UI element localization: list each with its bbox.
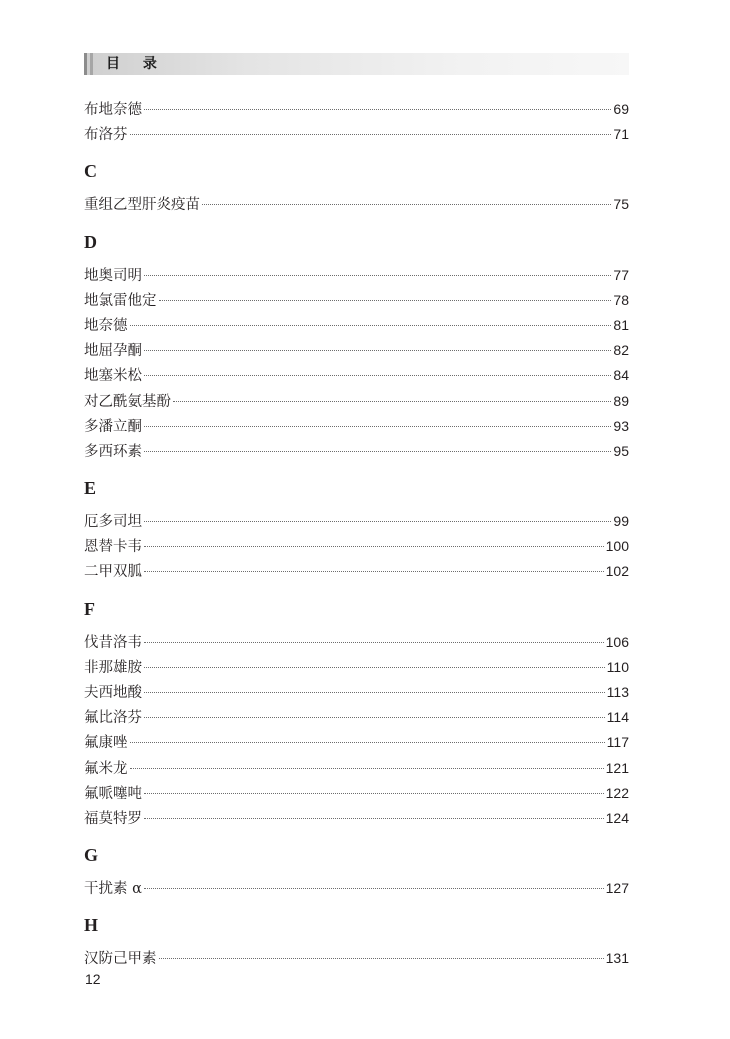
toc-entry[interactable] xyxy=(84,630,629,655)
toc-header xyxy=(84,53,629,75)
section-letter-e: E xyxy=(84,478,97,499)
entry-page-number: 81 xyxy=(613,316,629,333)
entry-page-number: 75 xyxy=(613,196,629,213)
toc-entry[interactable] xyxy=(84,288,629,313)
entry-name: 多西环素 xyxy=(84,443,142,460)
dot-leader xyxy=(144,642,604,643)
toc-entry[interactable] xyxy=(84,363,629,388)
dot-leader xyxy=(144,375,611,376)
entry-page-number: 131 xyxy=(605,950,629,967)
dot-leader xyxy=(159,958,604,959)
entry-page-number: 124 xyxy=(605,809,629,826)
toc-entry[interactable] xyxy=(84,655,629,680)
dot-leader xyxy=(130,768,604,769)
entry-name: 伐昔洛韦 xyxy=(84,634,142,651)
entry-page-number: 82 xyxy=(613,342,629,359)
section-letter-g: G xyxy=(84,845,99,866)
dot-leader xyxy=(144,571,604,572)
dot-leader xyxy=(144,109,611,110)
dot-leader xyxy=(144,451,611,452)
header-bar-mark xyxy=(90,53,93,75)
toc-entry[interactable] xyxy=(84,439,629,464)
dot-leader xyxy=(144,521,611,522)
entry-name: 恩替卡韦 xyxy=(84,539,142,556)
entry-name: 厄多司坦 xyxy=(84,514,142,531)
entry-page-number: 71 xyxy=(613,126,629,143)
toc-entry[interactable] xyxy=(84,730,629,755)
entry-page-number: 89 xyxy=(613,392,629,409)
entry-name: 地奈德 xyxy=(84,317,128,334)
entry-page-number: 102 xyxy=(605,563,629,580)
dot-leader xyxy=(144,793,604,794)
dot-leader xyxy=(130,325,612,326)
entry-page-number: 114 xyxy=(606,709,629,726)
dot-leader xyxy=(202,204,611,205)
entry-name: 重组乙型肝炎疫苗 xyxy=(84,197,200,214)
entry-name: 氟哌噻吨 xyxy=(84,785,142,802)
toc-entry[interactable] xyxy=(84,756,629,781)
dot-leader xyxy=(159,300,612,301)
entry-name: 地屈孕酮 xyxy=(84,343,142,360)
entry-page-number: 69 xyxy=(613,101,629,117)
section-letter-h: H xyxy=(84,915,99,936)
dot-leader xyxy=(144,275,611,276)
dot-leader xyxy=(173,401,611,402)
entry-name: 地奥司明 xyxy=(84,267,142,284)
entry-name: 非那雄胺 xyxy=(84,659,142,676)
entry-name: 干扰素 α xyxy=(84,881,142,898)
entry-page-number: 77 xyxy=(613,266,629,283)
entry-name: 福莫特罗 xyxy=(84,810,142,827)
toc-entry[interactable] xyxy=(84,122,629,147)
entry-page-number: 121 xyxy=(605,759,629,776)
toc-entry[interactable] xyxy=(84,263,629,288)
toc-entry[interactable] xyxy=(84,97,629,122)
entry-name: 对乙酰氨基酚 xyxy=(84,393,171,410)
toc-entry[interactable] xyxy=(84,192,629,217)
dot-leader xyxy=(144,350,611,351)
entry-name: 多潘立酮 xyxy=(84,418,142,435)
toc-entry[interactable] xyxy=(84,781,629,806)
toc-entry[interactable] xyxy=(84,509,629,534)
entry-name: 地氯雷他定 xyxy=(84,292,157,309)
entry-name: 氟米龙 xyxy=(84,760,128,777)
dot-leader xyxy=(144,818,604,819)
dot-leader xyxy=(130,742,605,743)
entry-page-number: 95 xyxy=(613,442,629,459)
header-bar-mark xyxy=(84,53,87,75)
entry-page-number: 84 xyxy=(613,367,629,384)
entry-page-number: 117 xyxy=(606,734,629,751)
entry-page-number: 122 xyxy=(605,784,629,801)
entry-page-number: 100 xyxy=(605,538,629,555)
toc-entry[interactable] xyxy=(84,946,629,971)
entry-page-number: 78 xyxy=(613,291,629,308)
toc-entry[interactable] xyxy=(84,338,629,363)
toc-entry[interactable] xyxy=(84,389,629,414)
toc-entry[interactable] xyxy=(84,313,629,338)
section-letter-d: D xyxy=(84,231,97,252)
entry-page-number: 113 xyxy=(606,684,629,700)
toc-entry[interactable] xyxy=(84,680,629,705)
page-number: 12 xyxy=(85,971,101,987)
entry-name: 地塞米松 xyxy=(84,368,142,385)
entry-name: 二甲双胍 xyxy=(84,564,142,581)
entry-name: 夫西地酸 xyxy=(84,685,142,701)
entry-name: 氟康唑 xyxy=(84,735,128,752)
dot-leader xyxy=(130,134,612,135)
toc-entry[interactable] xyxy=(84,806,629,831)
entry-page-number: 127 xyxy=(605,880,629,897)
table-of-contents xyxy=(84,97,629,972)
toc-entry[interactable] xyxy=(84,414,629,439)
dot-leader xyxy=(144,692,605,693)
entry-page-number: 93 xyxy=(613,417,629,434)
dot-leader xyxy=(144,426,611,427)
toc-entry[interactable] xyxy=(84,876,629,901)
entry-page-number: 110 xyxy=(606,658,629,675)
dot-leader xyxy=(144,546,604,547)
dot-leader xyxy=(144,717,605,718)
dot-leader xyxy=(144,667,605,668)
entry-name: 汉防己甲素 xyxy=(84,951,157,968)
entry-name: 布洛芬 xyxy=(84,127,128,144)
entry-name: 氟比洛芬 xyxy=(84,710,142,727)
section-letter-c: C xyxy=(84,161,97,182)
entry-page-number: 99 xyxy=(613,513,629,530)
dot-leader xyxy=(144,888,604,889)
section-letter-f: F xyxy=(84,598,95,619)
page-title: 目 录 xyxy=(106,56,166,72)
toc-entry[interactable] xyxy=(84,534,629,559)
toc-entry[interactable] xyxy=(84,559,629,584)
entry-name: 布地奈德 xyxy=(84,102,142,118)
toc-entry[interactable] xyxy=(84,705,629,730)
entry-page-number: 106 xyxy=(605,633,629,650)
